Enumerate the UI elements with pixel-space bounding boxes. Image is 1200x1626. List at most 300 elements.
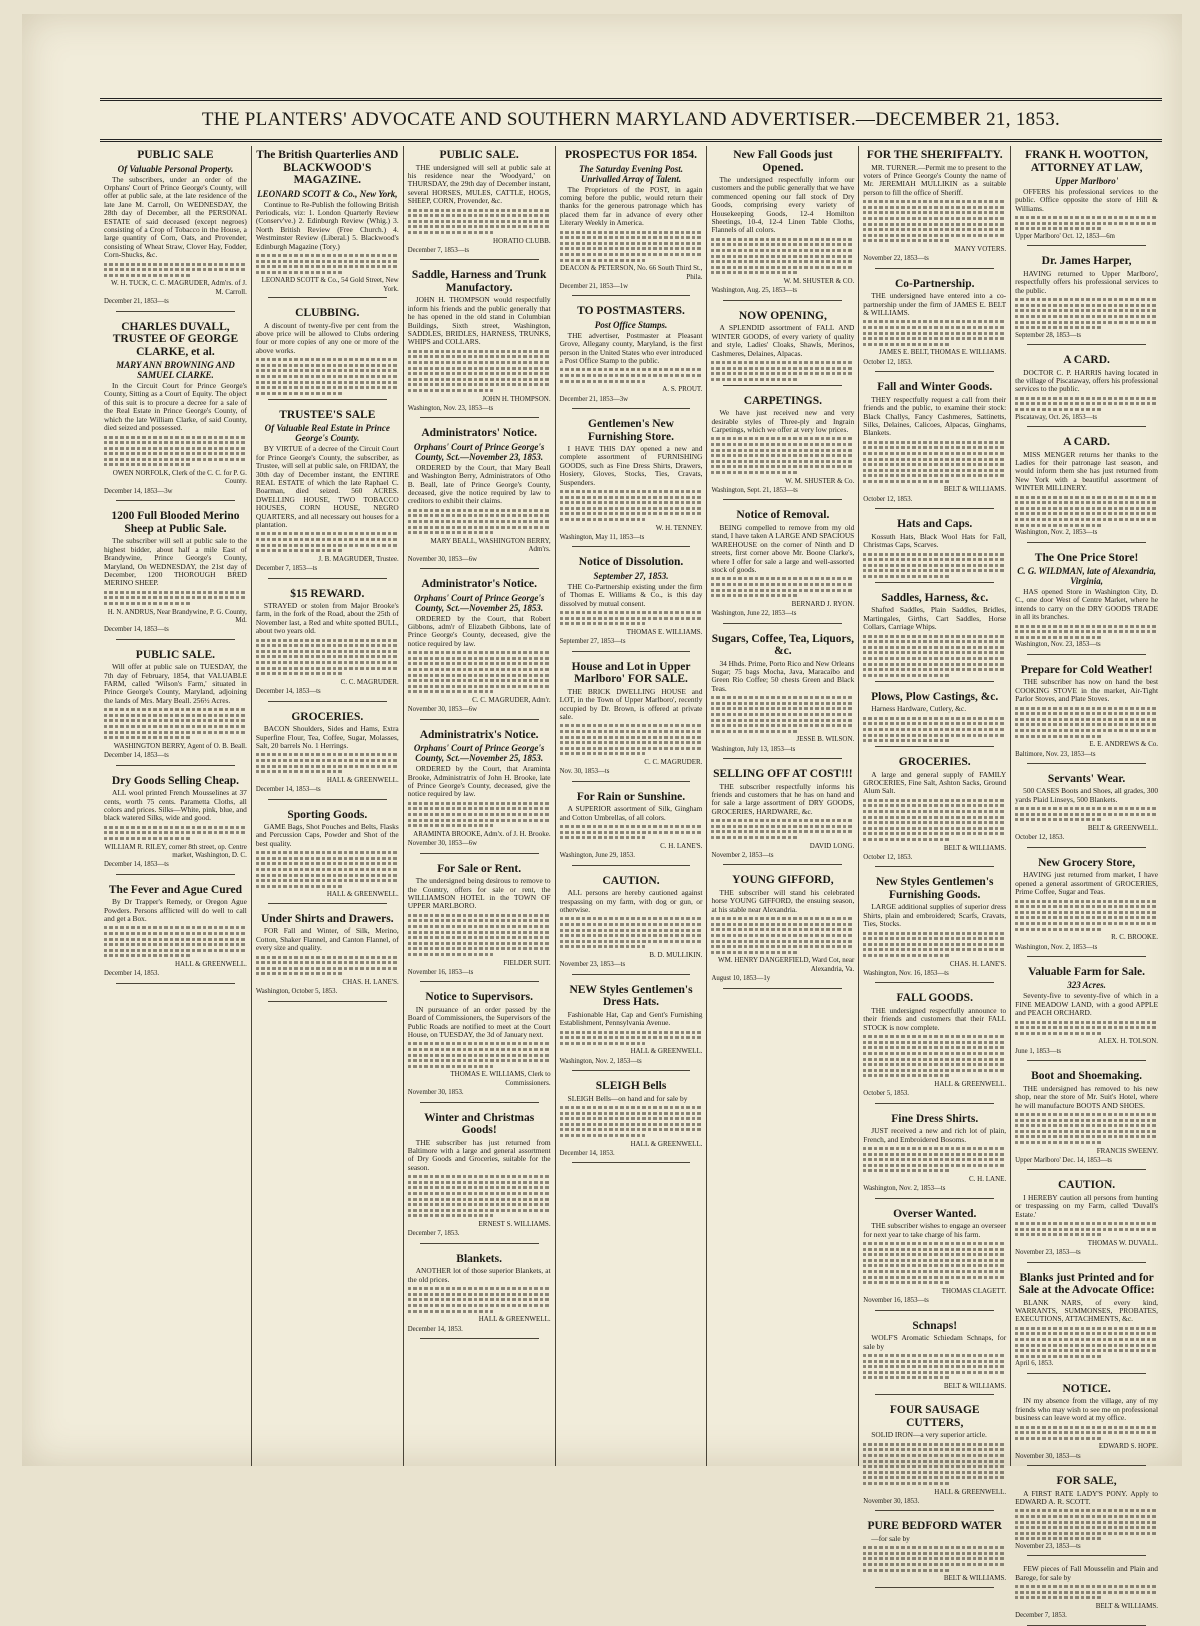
text-line bbox=[560, 490, 703, 493]
text-line bbox=[256, 765, 399, 768]
text-line bbox=[408, 690, 494, 693]
ad-title: Winter and Christmas Goods! bbox=[424, 1111, 535, 1137]
ad-body: THE undersigned have entered into a co-partnership under the firm of JAMES E. BELT & WILLIAMS. bbox=[863, 291, 1007, 317]
text-line bbox=[256, 770, 342, 773]
text-line bbox=[256, 265, 399, 268]
text-line bbox=[256, 375, 399, 378]
ad-body: FOR Fall and Winter, of Silk, Merino, Cotton, Shaker Flannel, and Canton Flannel, of every size and quality. bbox=[255, 926, 399, 953]
text-line bbox=[1015, 1327, 1158, 1330]
text-line bbox=[863, 646, 1006, 649]
ad-body: The Proprietors of the POST, in again coming before the public, would return their thanks for the generous patronage which has placed them far in advance of every other Literary Weekly in America. bbox=[559, 184, 703, 228]
text-line bbox=[560, 1134, 646, 1137]
ad-signature: J. B. MAGRUDER, Trustee. bbox=[318, 554, 399, 563]
text-line bbox=[1015, 496, 1158, 499]
ad-signature: C. C. MAGRUDER. bbox=[644, 757, 703, 766]
text-line bbox=[104, 736, 190, 739]
ad-date: December 14, 1853—ts bbox=[104, 752, 169, 760]
ad-body: We have just received new and very desirable styles of Three-ply and Ingrain Carpetings, which we offer at very low prices. bbox=[711, 408, 855, 435]
small-print-lines bbox=[256, 532, 399, 552]
text-line bbox=[863, 1058, 1006, 1061]
ad-date: December 7, 1853. bbox=[1015, 1612, 1067, 1620]
ad-title: Overser Wanted. bbox=[893, 1207, 977, 1220]
ad-divider bbox=[875, 582, 994, 583]
text-line bbox=[1015, 326, 1101, 329]
ad-divider bbox=[116, 983, 235, 984]
advertisement bbox=[560, 984, 703, 1071]
ad-signature: H. N. ANDRUS, Near Brandywine, P. G. County, Md. bbox=[107, 607, 247, 624]
ad-date: Washington, May 11, 1853—ts bbox=[559, 534, 645, 542]
text-line bbox=[560, 929, 703, 932]
text-line bbox=[863, 469, 1006, 472]
text-line bbox=[104, 452, 247, 455]
text-line bbox=[104, 436, 247, 439]
ad-divider bbox=[723, 988, 842, 989]
small-print-lines bbox=[1015, 1509, 1158, 1540]
small-print-lines bbox=[863, 932, 1006, 957]
ad-body: THE subscriber has now on hand the best COOKING STOVE in the market, Air-Tight Parlor Stoves, and Plate Stoves. bbox=[1015, 677, 1159, 704]
ad-title: TRUSTEE'S SALE bbox=[279, 408, 376, 421]
small-print-lines bbox=[1015, 496, 1158, 527]
ad-date: October 12, 1853. bbox=[863, 854, 913, 861]
ad-divider bbox=[723, 385, 842, 386]
ad-date: December 14, 1853. bbox=[407, 1325, 463, 1333]
small-print-lines bbox=[1015, 707, 1158, 738]
text-line bbox=[1015, 1596, 1101, 1599]
ad-title: PROSPECTUS FOR 1854. bbox=[565, 149, 697, 161]
advertisement bbox=[1015, 966, 1158, 1061]
ad-signature: CHAS. H. LANE'S. bbox=[949, 959, 1007, 968]
text-line bbox=[863, 804, 1006, 807]
small-print-lines bbox=[408, 651, 551, 693]
ad-divider bbox=[723, 300, 842, 301]
ad-title: A CARD. bbox=[1063, 354, 1110, 367]
text-line bbox=[863, 1074, 949, 1077]
ad-title: New Fall Goods just Opened. bbox=[733, 149, 833, 174]
small-print-lines bbox=[408, 1042, 551, 1067]
advertisement bbox=[711, 395, 854, 501]
text-line bbox=[104, 938, 247, 941]
ad-title: Gentlemen's New Furnishing Store. bbox=[587, 418, 675, 443]
text-line bbox=[560, 501, 703, 504]
column-4 bbox=[556, 146, 708, 1466]
advertisement bbox=[560, 791, 703, 866]
text-line bbox=[408, 214, 551, 217]
ad-divider bbox=[723, 864, 842, 865]
ad-body: SOLID IRON—a very superior article. bbox=[871, 1430, 987, 1440]
text-line bbox=[104, 268, 247, 271]
ad-title: CHARLES DUVALL, TRUSTEE OF GEORGE CLARKE, et al. bbox=[112, 320, 239, 358]
ad-body: THE subscriber respectfully informs his friends and customers that he has on hand and for sale a large assortment of DRY GOODS, GROCERIES, HARDWARE, &c. bbox=[711, 781, 855, 816]
ad-divider bbox=[875, 1103, 994, 1104]
advertisement bbox=[104, 510, 247, 639]
advertisement bbox=[256, 307, 399, 400]
small-print-lines bbox=[863, 717, 1006, 742]
ad-divider bbox=[723, 499, 842, 500]
small-print-lines bbox=[560, 368, 703, 382]
ad-date: December 14, 1853. bbox=[104, 970, 160, 978]
ad-body: 34 Hhds. Prime, Porto Rico and New Orleans Sugar; 75 bags Mocha, Java, Maracaibo and Green Rio Coffee; 50 chests Green and Black Teas. bbox=[711, 658, 855, 693]
ad-title: SLEIGH Bells bbox=[595, 1080, 667, 1093]
text-line bbox=[560, 736, 703, 739]
text-line bbox=[711, 238, 854, 241]
ad-date: October 12, 1853. bbox=[863, 358, 913, 366]
small-print-lines bbox=[711, 238, 854, 275]
ad-divider bbox=[1027, 763, 1146, 764]
ad-signature: HALL & GREENWELL. bbox=[478, 1315, 551, 1324]
text-line bbox=[711, 260, 854, 263]
text-line bbox=[711, 730, 797, 733]
small-print-lines bbox=[560, 917, 703, 948]
ad-divider bbox=[1027, 1060, 1146, 1061]
text-line bbox=[408, 668, 551, 671]
ad-subtitle: MARY ANN BROWNING AND SAMUEL CLARKE. bbox=[116, 360, 235, 381]
text-line bbox=[863, 651, 1006, 654]
ad-title: Valuable Farm for Sale. bbox=[1028, 965, 1146, 978]
ad-body: ALL wool printed French Mousselines at 37 cents, worth 75 cents. Parametta Cloths, all colors and prices. Silks—White, pink, blue, and black watered Silks, wide and good. bbox=[104, 788, 247, 823]
advertisement bbox=[1015, 1272, 1158, 1374]
ad-date: Washington, Nov. 2, 1853—ts bbox=[1015, 943, 1098, 951]
ad-divider bbox=[572, 781, 691, 782]
text-line bbox=[863, 1354, 1006, 1357]
ad-divider bbox=[420, 417, 539, 418]
small-print-lines bbox=[104, 708, 247, 739]
ad-signature: B. D. MULLIKIN. bbox=[649, 950, 703, 959]
columns bbox=[100, 146, 1162, 1620]
ad-signature: BELT & WILLIAMS. bbox=[943, 1574, 1007, 1583]
text-line bbox=[256, 358, 399, 361]
ad-signature: BELT & GREENWELL. bbox=[1087, 824, 1159, 832]
ad-signature: THOMAS E. WILLIAMS, Clerk to Commissioners. bbox=[450, 1070, 551, 1087]
ad-date: November 30, 1853—ts bbox=[1015, 1452, 1081, 1460]
ad-title: For Rain or Sunshine. bbox=[576, 790, 686, 803]
ad-divider bbox=[572, 865, 691, 866]
text-line bbox=[256, 862, 399, 865]
text-line bbox=[863, 1169, 949, 1172]
ad-body: Fashionable Hat, Cap and Gent's Furnishing Establishment, Pennsylvania Avenue. bbox=[559, 1009, 703, 1028]
advertisement bbox=[104, 775, 247, 875]
text-line bbox=[408, 372, 551, 375]
text-line bbox=[711, 367, 854, 370]
ad-signature: DAVID LONG. bbox=[809, 841, 855, 850]
text-line bbox=[256, 271, 342, 274]
ad-date: September 28, 1853—ts bbox=[1015, 331, 1082, 339]
ad-title: Fall and Winter Goods. bbox=[877, 381, 993, 394]
text-line bbox=[408, 824, 494, 827]
text-line bbox=[560, 724, 703, 727]
text-line bbox=[560, 1106, 703, 1109]
text-line bbox=[256, 851, 399, 854]
ad-signature: BELT & WILLIAMS. bbox=[1095, 1602, 1159, 1610]
ad-body: STRAYED or stolen from Major Brooke's farm, in the fork of the Road, about the 25th of November last, a Red and white spotted BULL, about two years old. bbox=[255, 601, 399, 636]
ad-date: November 16, 1853—ts bbox=[863, 1297, 929, 1305]
text-line bbox=[1015, 630, 1158, 633]
text-line bbox=[863, 1454, 1006, 1457]
ad-body: GAME Bags, Shot Pouches and Belts, Flasks and Percussion Caps, Powder and Shot of the best quality. bbox=[255, 822, 399, 848]
text-line bbox=[863, 200, 1006, 203]
text-line bbox=[1015, 512, 1158, 515]
text-line bbox=[408, 361, 551, 364]
text-line bbox=[408, 1175, 551, 1178]
small-print-lines bbox=[863, 1354, 1006, 1379]
small-print-lines bbox=[104, 826, 247, 840]
ad-divider bbox=[875, 268, 994, 269]
ad-date: Washington, October 5, 1853. bbox=[255, 988, 338, 996]
text-line bbox=[560, 730, 703, 733]
advertisement bbox=[560, 556, 703, 651]
small-print-lines bbox=[408, 350, 551, 392]
ad-body: IN my absence from the village, any of my friends who may wish to see me on professional business can leave word at my office. bbox=[1015, 1396, 1159, 1423]
text-line bbox=[104, 926, 247, 929]
text-line bbox=[1015, 524, 1101, 527]
ad-date: November 30, 1853—6w bbox=[407, 555, 477, 563]
advertisement bbox=[863, 1208, 1006, 1311]
ad-body: A large and general supply of FAMILY GROCERIES, Fine Salt, Ashton Sacks, Ground Alum Salt. bbox=[863, 769, 1007, 796]
ad-signature: LEONARD SCOTT & Co., 54 Gold Street, New York. bbox=[261, 276, 399, 293]
ad-date: Washington, July 13, 1853—ts bbox=[711, 745, 796, 753]
small-print-lines bbox=[1015, 625, 1158, 639]
ad-divider bbox=[875, 866, 994, 867]
text-line bbox=[408, 1186, 551, 1189]
ad-date: November 22, 1853—ts bbox=[863, 255, 929, 263]
text-line bbox=[408, 514, 551, 517]
small-print-lines bbox=[711, 696, 854, 733]
ad-title: Administrator's Notice. bbox=[421, 578, 537, 591]
text-line bbox=[863, 480, 949, 483]
text-line bbox=[408, 350, 551, 353]
ad-title: Dry Goods Selling Cheap. bbox=[111, 774, 240, 787]
small-print-lines bbox=[1015, 1113, 1158, 1144]
text-line bbox=[863, 458, 1006, 461]
text-line bbox=[863, 1147, 1006, 1150]
text-line bbox=[256, 753, 399, 756]
ad-divider bbox=[875, 371, 994, 372]
advertisement bbox=[1015, 436, 1158, 543]
ad-title: GROCERIES. bbox=[291, 710, 364, 723]
advertisement bbox=[408, 991, 551, 1102]
ad-date: December 14, 1853—ts bbox=[255, 688, 321, 696]
text-line bbox=[408, 651, 551, 654]
advertisement bbox=[256, 409, 399, 579]
text-line bbox=[408, 1293, 551, 1296]
ad-body: Shafted Saddles, Plain Saddles, Bridles, Martingales, Girths, Cart Saddles, Horse Collars, Carriage Whips. bbox=[863, 605, 1007, 632]
text-line bbox=[104, 831, 247, 834]
ad-signature: C. H. LANE'S. bbox=[660, 841, 703, 850]
text-line bbox=[560, 622, 646, 625]
text-line bbox=[863, 343, 949, 346]
text-line bbox=[560, 917, 703, 920]
advertisement bbox=[104, 649, 247, 766]
ad-divider bbox=[420, 719, 539, 720]
advertisement bbox=[1015, 1383, 1158, 1466]
text-line bbox=[863, 827, 1006, 830]
text-line bbox=[863, 1365, 1006, 1368]
ad-date: Washington, June 29, 1853. bbox=[559, 852, 635, 860]
text-line bbox=[863, 206, 1006, 209]
advertisement bbox=[1015, 857, 1158, 957]
text-line bbox=[1015, 1349, 1158, 1352]
ad-signature: JOHN H. THOMPSON. bbox=[482, 394, 551, 403]
ad-date: Nov. 30, 1853—ts bbox=[559, 768, 610, 776]
ad-subtitle: LEONARD SCOTT & Co., New York, bbox=[257, 188, 398, 199]
text-line bbox=[863, 332, 1006, 335]
text-line bbox=[1015, 723, 1158, 726]
ad-body: The undersigned respectfully inform our customers and the public generally that we have commenced opening our fall stock of Dry Goods, comprising every variety of Housekeeping Goods, 12-4 Homilton Sheetings, 10-4, 12-4 Linen Table Cloths, Flannels of all colors. bbox=[711, 175, 855, 235]
ad-date: Washington, Nov. 2, 1853—ts bbox=[863, 1185, 946, 1193]
text-line bbox=[560, 368, 703, 371]
text-line bbox=[863, 799, 1006, 802]
text-line bbox=[104, 708, 247, 711]
text-line bbox=[711, 923, 854, 926]
ad-signature: HALL & GREENWELL. bbox=[630, 1047, 703, 1056]
ad-signature: BELT & WILLIAMS. bbox=[943, 1381, 1007, 1390]
advertisement bbox=[408, 578, 551, 720]
ad-body: THE BRICK DWELLING HOUSE and LOT, in the Town of Upper Marlboro', recently occupied by Dr. Brown, is offered at private sale. bbox=[559, 686, 703, 721]
column-2 bbox=[252, 146, 404, 1466]
ad-divider bbox=[420, 853, 539, 854]
text-line bbox=[863, 943, 1006, 946]
advertisement bbox=[256, 913, 399, 1002]
text-line bbox=[711, 449, 854, 452]
ad-date: Washington, Aug. 25, 1853—ts bbox=[711, 287, 797, 295]
text-line bbox=[1015, 1228, 1158, 1231]
text-line bbox=[408, 231, 494, 234]
text-line bbox=[560, 1128, 703, 1131]
text-line bbox=[104, 458, 247, 461]
ad-title: NOTICE. bbox=[1062, 1382, 1111, 1395]
advertisement bbox=[1015, 149, 1158, 246]
ad-subtitle: Orphans' Court of Prince George's County, Sct.—November 25, 1853. bbox=[413, 743, 545, 764]
text-line bbox=[560, 934, 703, 937]
text-line bbox=[104, 596, 247, 599]
ad-signature: HALL & GREENWELL. bbox=[630, 1139, 703, 1148]
text-line bbox=[711, 928, 854, 931]
text-line bbox=[863, 640, 1006, 643]
ad-divider bbox=[1027, 1555, 1146, 1556]
advertisement bbox=[104, 149, 247, 312]
text-line bbox=[408, 526, 551, 529]
advertisement bbox=[560, 149, 703, 296]
ad-divider bbox=[875, 982, 994, 983]
small-print-lines bbox=[1015, 1585, 1158, 1599]
small-print-lines bbox=[863, 553, 1006, 578]
text-line bbox=[863, 635, 1006, 638]
ad-date: Washington, Nov. 23, 1853—ts bbox=[407, 404, 494, 412]
text-line bbox=[863, 1069, 1006, 1072]
small-print-lines bbox=[560, 1031, 703, 1045]
advertisement bbox=[863, 149, 1006, 269]
text-line bbox=[1015, 1130, 1158, 1133]
text-line bbox=[863, 674, 949, 677]
text-line bbox=[863, 1281, 949, 1284]
advertisement bbox=[560, 661, 703, 782]
advertisement bbox=[863, 992, 1006, 1103]
ad-signature: W. M. SHUSTER & CO. bbox=[783, 277, 855, 285]
text-line bbox=[408, 802, 551, 805]
ad-body: In the Circuit Court for Prince George's County, Sitting as a Court of Equity. The object of this suit is to procure a decree for a sale of the Real Estate in Prince George's County, of which the late William Clarke, of said County, died seized and possessed. bbox=[104, 381, 247, 433]
small-print-lines bbox=[1015, 807, 1158, 821]
text-line bbox=[560, 259, 646, 262]
ad-date: December 14, 1853. bbox=[559, 1150, 615, 1158]
text-line bbox=[408, 1287, 551, 1290]
text-line bbox=[408, 1214, 494, 1217]
ad-title: The One Price Store! bbox=[1034, 551, 1139, 564]
text-line bbox=[863, 211, 1006, 214]
text-line bbox=[256, 639, 399, 642]
ad-date: December 21, 1853—1w bbox=[559, 282, 629, 290]
text-line bbox=[711, 836, 797, 839]
text-line bbox=[863, 575, 949, 578]
ad-title: Dr. James Harper, bbox=[1041, 255, 1132, 268]
text-line bbox=[104, 826, 247, 829]
ad-subtitle: Of Valuable Real Estate in Prince George's County. bbox=[264, 423, 390, 444]
ad-date: Upper Marlboro' Oct. 12, 1853—6m bbox=[1015, 233, 1115, 240]
ad-title: PUBLIC SALE. bbox=[135, 648, 216, 661]
text-line bbox=[711, 249, 854, 252]
ad-signature: WILLIAM R. RILEY, corner 8th street, op. Centre market, Washington, D. C. bbox=[104, 842, 247, 859]
advertisement bbox=[863, 1404, 1006, 1511]
text-line bbox=[711, 917, 854, 920]
ad-date: November 30, 1853—6w bbox=[407, 706, 477, 714]
small-print-lines bbox=[408, 914, 551, 956]
text-line bbox=[408, 1059, 551, 1062]
text-line bbox=[863, 657, 1006, 660]
ad-divider bbox=[875, 746, 994, 747]
ad-divider bbox=[268, 1001, 387, 1002]
text-line bbox=[408, 1054, 551, 1057]
text-line bbox=[863, 816, 1006, 819]
small-print-lines bbox=[863, 1035, 1006, 1077]
text-line bbox=[104, 263, 247, 266]
ad-subtitle: Of Valuable Personal Property. bbox=[117, 163, 234, 174]
ad-body: The subscribers, under an order of the Orphans' Court of Prince George's County, will offer at public sale, at the late residence of the late Jane M. Carroll, On WEDNESDAY, the 28th day of December, all the PERSONAL ESTATE of said deceased (except negroes) consisting of a Crop of Tobacco in the House, a large quantity of Corn, Oats, and Provender, consisting of Wheat Straw, Clover Hay, Fodder, Corn-Shucks, &c. bbox=[104, 174, 247, 260]
small-print-lines bbox=[863, 1443, 1006, 1485]
ad-title: The British Quarterlies AND BLACKWOOD'S MAGAZINE. bbox=[256, 149, 399, 186]
text-line bbox=[256, 759, 399, 762]
text-line bbox=[560, 825, 703, 828]
text-line bbox=[256, 874, 399, 877]
text-line bbox=[256, 868, 399, 871]
small-print-lines bbox=[1015, 1222, 1158, 1236]
ad-body: MISS MENGER returns her thanks to the Ladies for their patronage last season, and would inform them she has just returned from New York with a beautiful assortment of WINTER MILLINERY. bbox=[1015, 449, 1159, 493]
text-line bbox=[1015, 928, 1101, 931]
ad-divider bbox=[268, 903, 387, 904]
ad-body: A SUPERIOR assortment of Silk, Gingham and Cotton Umbrellas, of all colors. bbox=[559, 804, 703, 822]
text-line bbox=[863, 734, 1006, 737]
text-line bbox=[863, 1552, 1006, 1555]
ad-title: Fine Dress Shirts. bbox=[891, 1112, 979, 1125]
advertisement bbox=[560, 875, 703, 975]
ad-signature: HALL & GREENWELL. bbox=[326, 775, 399, 784]
text-line bbox=[1015, 905, 1158, 908]
text-line bbox=[1015, 1591, 1158, 1594]
text-line bbox=[408, 355, 551, 358]
ad-signature: C. H. LANE. bbox=[969, 1174, 1007, 1183]
text-line bbox=[408, 657, 551, 660]
ad-body: BEING compelled to remove from my old stand, I have taken A LARGE AND SPACIOUS WAREHOUSE on the corner of Ninth and D streets, first corner above Mr. Boone Clarke's, where I offer for sale a large and well-assorted stock of goods. bbox=[711, 522, 855, 574]
advertisement bbox=[863, 518, 1006, 583]
text-line bbox=[1015, 712, 1158, 715]
text-line bbox=[863, 569, 1006, 572]
text-line bbox=[408, 1048, 551, 1051]
text-line bbox=[1015, 518, 1158, 521]
text-line bbox=[711, 940, 854, 943]
text-line bbox=[408, 942, 551, 945]
ad-title: 1200 Full Blooded Merino Sheep at Public Sale. bbox=[111, 510, 240, 535]
ad-body: BACON Shoulders, Sides and Hams, Extra Superfine Flour, Tea, Coffee, Sugar, Molasses, Salt, 20 barrels No. 1 Herrings. bbox=[255, 724, 399, 750]
text-line bbox=[1015, 818, 1101, 821]
text-line bbox=[1015, 1233, 1101, 1236]
advertisement bbox=[408, 149, 551, 260]
